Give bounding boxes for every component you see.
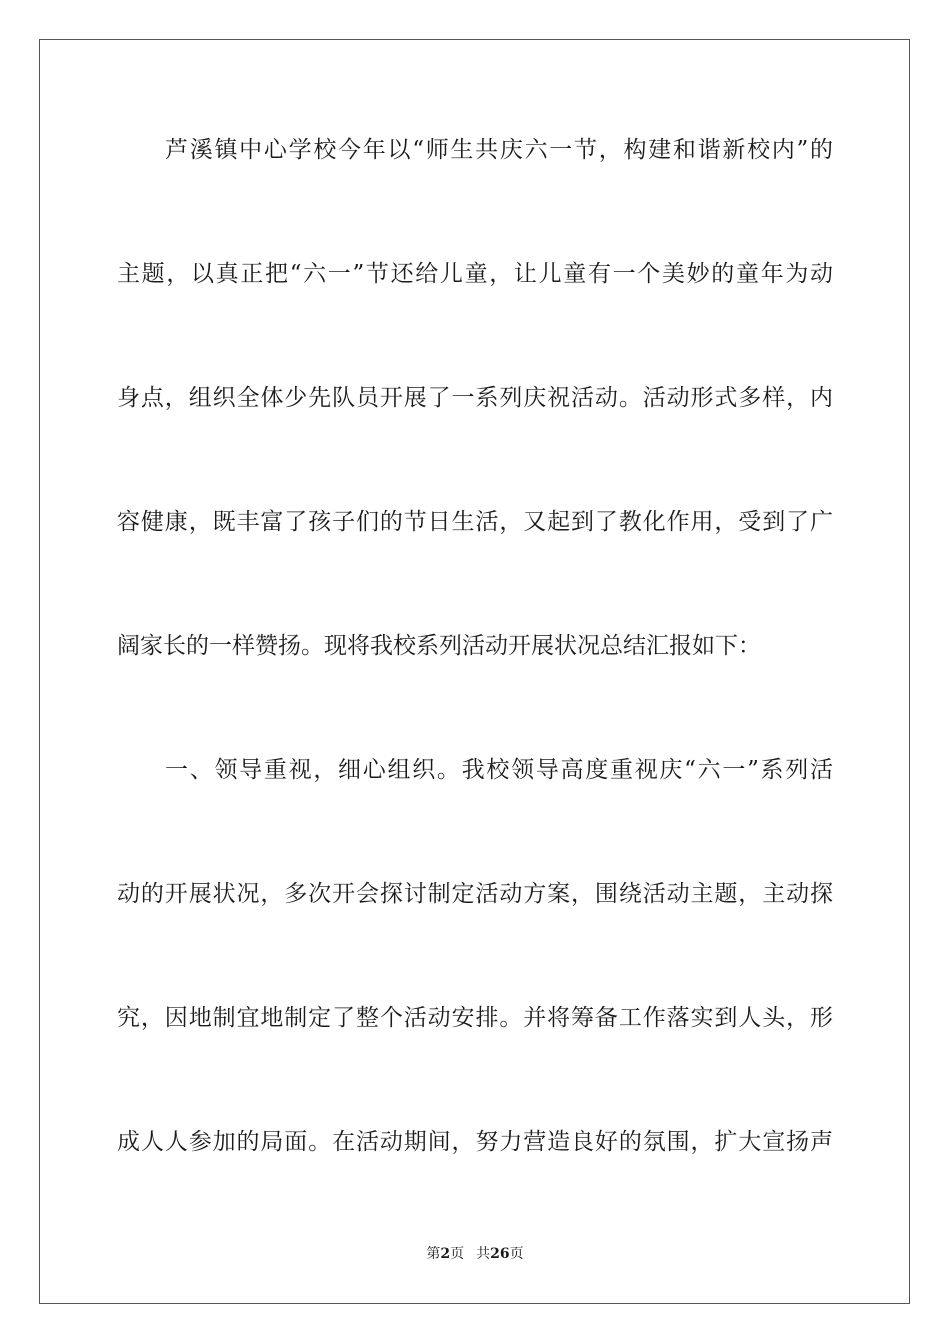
page-suffix: 页 (450, 1246, 465, 1262)
paragraph-1-line-3: 身点，组织全体少先队员开展了一系列庆祝活动。活动形式多样，内 (117, 385, 833, 411)
paragraph-1-line-2: 主题，以真正把“六一”节还给儿童，让儿童有一个美妙的童年为动 (117, 261, 833, 287)
paragraph-1-line-5: 阔家长的一样赞扬。现将我校系列活动开展状况总结汇报如下： (117, 633, 761, 659)
total-pages: 26 (490, 1246, 510, 1262)
total-prefix: 共 (476, 1246, 491, 1262)
page-border (39, 39, 910, 1304)
page-number: 2 (440, 1246, 451, 1262)
paragraph-1-line-4: 容健康，既丰富了孩子们的节日生活，又起到了教化作用，受到了广 (117, 509, 833, 535)
page-prefix: 第 (426, 1246, 441, 1262)
paragraph-2-line-3: 究，因地制宜地制定了整个活动安排。并将筹备工作落实到人头，形 (117, 1005, 833, 1031)
paragraph-2-line-4: 成人人参加的局面。在活动期间，努力营造良好的氛围，扩大宣扬声 (117, 1129, 833, 1155)
page-footer (0, 1244, 950, 1264)
total-suffix: 页 (509, 1246, 524, 1262)
paragraph-2-line-2: 动的开展状况，多次开会探讨制定活动方案，围绕活动主题，主动探 (117, 881, 833, 907)
paragraph-1-line-1: 芦溪镇中心学校今年以“师生共庆六一节，构建和谐新校内”的 (165, 137, 833, 163)
paragraph-2-line-1: 一、领导重视，细心组织。我校领导高度重视庆“六一”系列活 (165, 757, 833, 783)
